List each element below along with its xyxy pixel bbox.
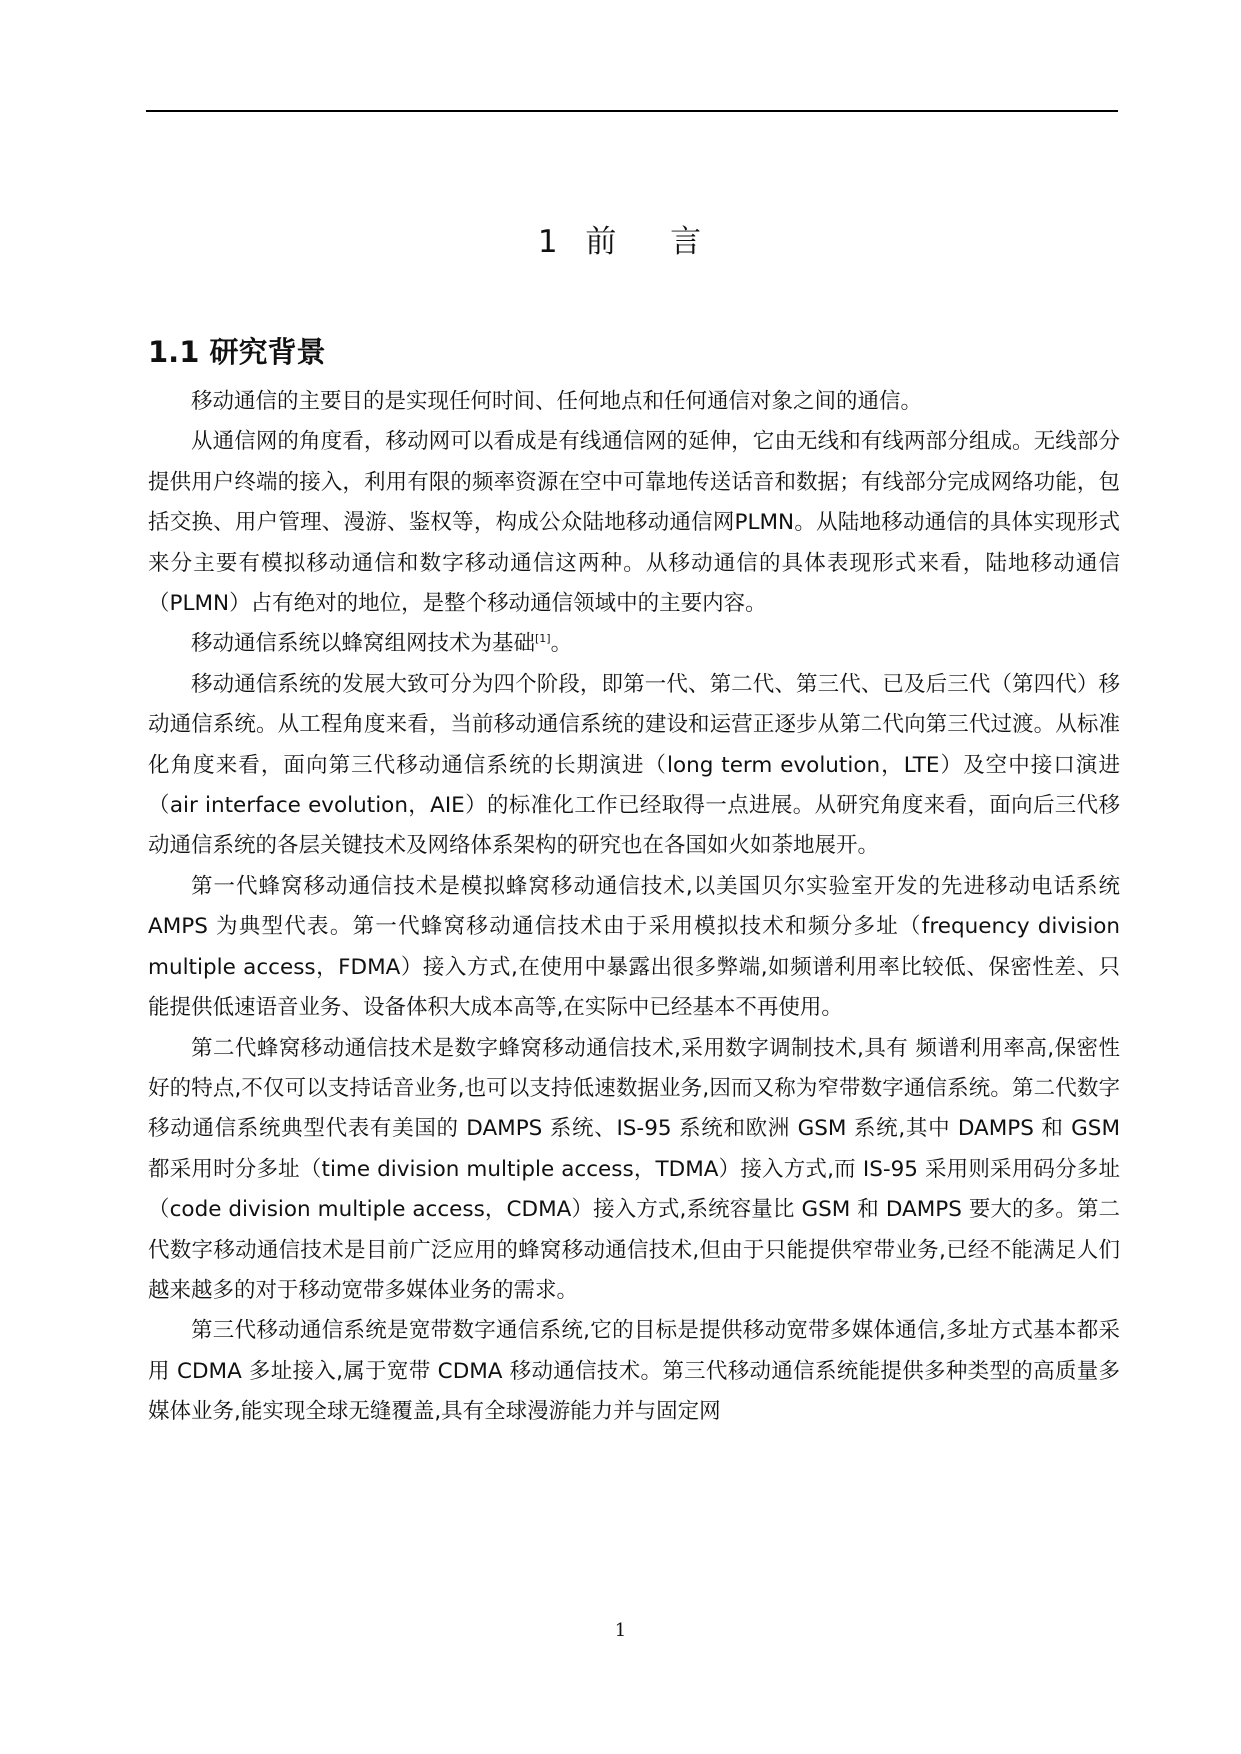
- paragraph: 移动通信的主要目的是实现任何时间、任何地点和任何通信对象之间的通信。: [191, 389, 923, 414]
- citation-mark[interactable]: [1]: [535, 632, 551, 646]
- section-heading: 1.1 研究背景: [148, 335, 326, 369]
- page-number: 1: [614, 1620, 627, 1641]
- body-text: [148, 382, 1120, 1433]
- paragraph-with-citation: [148, 624, 1120, 664]
- paragraph-text: 移动通信系统以蜂窝组网技术为基础: [191, 631, 536, 657]
- sentence-end: 。: [550, 631, 573, 657]
- paragraph: 移动通信系统的发展大致可分为四个阶段，即第一代、第二代、第三代、已及后三代（第四代）移动通信系统。从工程角度来看，当前移动通信系统的建设和运营正逐步从第二代向第三代过渡。从标准化角度来看，面向第三代移动通信系统的长期演进（long term evolution，LTE）及空中接口演进（air interface evolution，AIE）的标准化工作已经取得一点进展。从研究角度来看，面向后三代移动通信系统的各层关键技术及网络体系架构的研究也在各国如火如荼地展开。: [148, 671, 1120, 859]
- paragraph: 第一代蜂窝移动通信技术是模拟蜂窝移动通信技术,以美国贝尔实验室开发的先进移动电话系统 AMPS 为典型代表。第一代蜂窝移动通信技术由于采用模拟技术和频分多址（frequency division multiple access，FDMA）接入方式,在使用中暴露出很多弊端,如频谱利用率比较低、保密性差、只能提供低速语音业务、设备体积大成本高等,在实际中已经基本不再使用。: [148, 873, 1120, 1021]
- chapter-title: 1 前 言: [537, 224, 704, 260]
- paragraph: 第二代蜂窝移动通信技术是数字蜂窝移动通信技术,采用数字调制技术,具有 频谱利用率高,保密性好的特点,不仅可以支持话音业务,也可以支持低速数据业务,因而又称为窄带数字通信系统。第二代数字移动通信系统典型代表有美国的 DAMPS 系统、IS-95 系统和欧洲 GSM 系统,其中 DAMPS 和 GSM 都采用时分多址（time division multiple access，TDMA）接入方式,而 IS-95 采用则采用码分多址（code division multiple access，CDMA）接入方式,系统容量比 GSM 和 DAMPS 要大的多。第二代数字移动通信技术是目前广泛应用的蜂窝移动通信技术,但由于只能提供窄带业务,已经不能满足人们越来越多的对于移动宽带多媒体业务的需求。: [148, 1035, 1120, 1303]
- header-rule: [146, 110, 1118, 112]
- paragraph: 第三代移动通信系统是宽带数字通信系统,它的目标是提供移动宽带多媒体通信,多址方式基本都采用 CDMA 多址接入,属于宽带 CDMA 移动通信技术。第三代移动通信系统能提供多种类型的高质量多媒体业务,能实现全球无缝覆盖,具有全球漫游能力并与固定网: [148, 1318, 1120, 1425]
- paragraph: 从通信网的角度看，移动网可以看成是有线通信网的延伸，它由无线和有线两部分组成。无线部分提供用户终端的接入，利用有限的频率资源在空中可靠地传送话音和数据；有线部分完成网络功能，包括交换、用户管理、漫游、鉴权等，构成公众陆地移动通信网PLMN。从陆地移动通信的具体实现形式来分主要有模拟移动通信和数字移动通信这两种。从移动通信的具体表现形式来看，陆地移动通信（PLMN）占有绝对的地位，是整个移动通信领域中的主要内容。: [148, 429, 1120, 617]
